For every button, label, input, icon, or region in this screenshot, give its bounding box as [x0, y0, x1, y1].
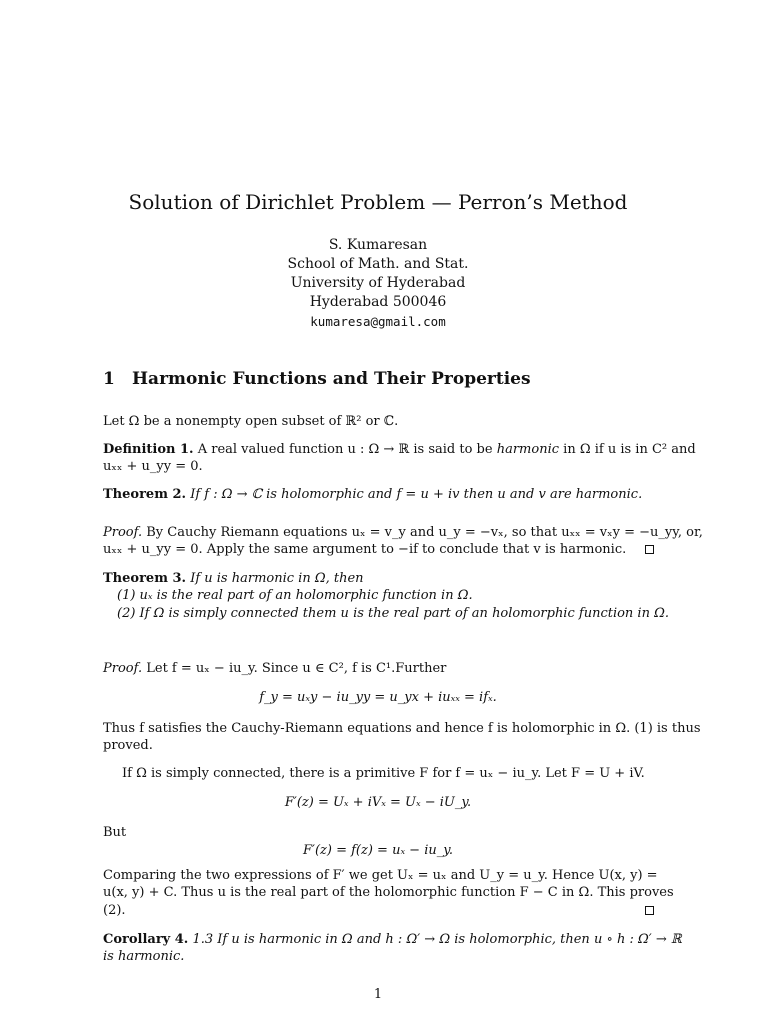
- paragraph-2: If Ω is simply connected, there is a primitive F for f = uₓ − iu_y. Let F = U + iV.: [122, 766, 645, 781]
- definition-1-text-a: A real valued function u : Ω → ℝ is said to be: [197, 442, 497, 457]
- definition-1: [103, 441, 696, 458]
- definition-1-label: Definition 1.: [103, 442, 194, 457]
- corollary-4: [103, 931, 682, 948]
- section-number: 1: [103, 369, 115, 389]
- intro-text: Let Ω be a nonempty open subset of ℝ² or ℂ.: [103, 414, 399, 429]
- proof-2-text: Let f = uₓ − iu_y. Since u ∈ C², f is C¹.Further: [146, 661, 447, 676]
- proof-2-line-1: [103, 660, 446, 677]
- paragraph-1-line-1: Thus f satisfies the Cauchy-Riemann equations and hence f is holomorphic in Ω. (1) is thus: [103, 721, 701, 736]
- theorem-3-label: Theorem 3.: [103, 571, 187, 586]
- proof-1-text: By Cauchy Riemann equations uₓ = v_y and u_y = −vₓ, so that uₓₓ = vₓy = −u_yy, or,: [146, 525, 703, 540]
- qed-square-icon: [645, 545, 654, 554]
- author-city: Hyderabad 500046: [309, 294, 447, 310]
- theorem-3-item-1: (1) uₓ is the real part of an holomorphic function in Ω.: [117, 588, 473, 603]
- proof-1-line-2: uₓₓ + u_yy = 0. Apply the same argument to −if to conclude that v is harmonic.: [103, 542, 627, 557]
- section-heading: [103, 369, 531, 389]
- but-text: But: [103, 825, 127, 840]
- section-title: Harmonic Functions and Their Properties: [132, 369, 531, 389]
- author-email: kumaresa@gmail.com: [310, 314, 446, 329]
- definition-1-emphasis: harmonic: [496, 442, 560, 457]
- theorem-2: [103, 486, 642, 503]
- theorem-2-text: If f : Ω → ℂ is holomorphic and f = u + iv then u and v are harmonic.: [190, 487, 643, 502]
- theorem-2-label: Theorem 2.: [103, 487, 187, 502]
- corollary-4-label: Corollary 4.: [103, 932, 189, 947]
- paper-title: Solution of Dirichlet Problem — Perron’s Method: [128, 190, 628, 214]
- author-university: University of Hyderabad: [290, 275, 466, 291]
- corollary-4-line-2: is harmonic.: [103, 949, 185, 964]
- definition-1-line-2: uₓₓ + u_yy = 0.: [103, 459, 203, 474]
- equation-2: F′(z) = Uₓ + iVₓ = Uₓ − iU_y.: [284, 795, 472, 810]
- paragraph-1-line-2: proved.: [103, 738, 153, 753]
- author-block: [0, 236, 756, 331]
- theorem-3: [103, 570, 364, 587]
- page-number: 1: [373, 987, 383, 1002]
- equation-3: F′(z) = f(z) = uₓ − iu_y.: [302, 843, 453, 858]
- author-department: School of Math. and Stat.: [287, 256, 469, 272]
- qed-square-icon: [645, 906, 654, 915]
- author-name: S. Kumaresan: [328, 237, 428, 253]
- proof-1-line-1: [103, 524, 703, 541]
- equation-1: f_y = uₓy − iu_yy = u_yx + iuₓₓ = ifₓ.: [259, 690, 497, 705]
- paragraph-3-line-2: u(x, y) + C. Thus u is the real part of the holomorphic function F − C in Ω. This proves: [103, 885, 674, 900]
- paragraph-3-line-1: Comparing the two expressions of F′ we get Uₓ = uₓ and U_y = u_y. Hence U(x, y) =: [103, 868, 658, 883]
- theorem-3-text: If u is harmonic in Ω, then: [190, 571, 364, 586]
- paragraph-3-line-3: (2).: [103, 903, 126, 918]
- corollary-4-text: 1.3 If u is harmonic in Ω and h : Ω′ → Ω is holomorphic, then u ∘ h : Ω′ → ℝ: [192, 932, 682, 947]
- definition-1-text-b: in Ω if u is in C² and: [559, 442, 696, 457]
- theorem-3-item-2: (2) If Ω is simply connected them u is the real part of an holomorphic function in Ω.: [117, 606, 670, 621]
- proof-1-label: Proof.: [103, 525, 143, 540]
- proof-2-label: Proof.: [103, 661, 143, 676]
